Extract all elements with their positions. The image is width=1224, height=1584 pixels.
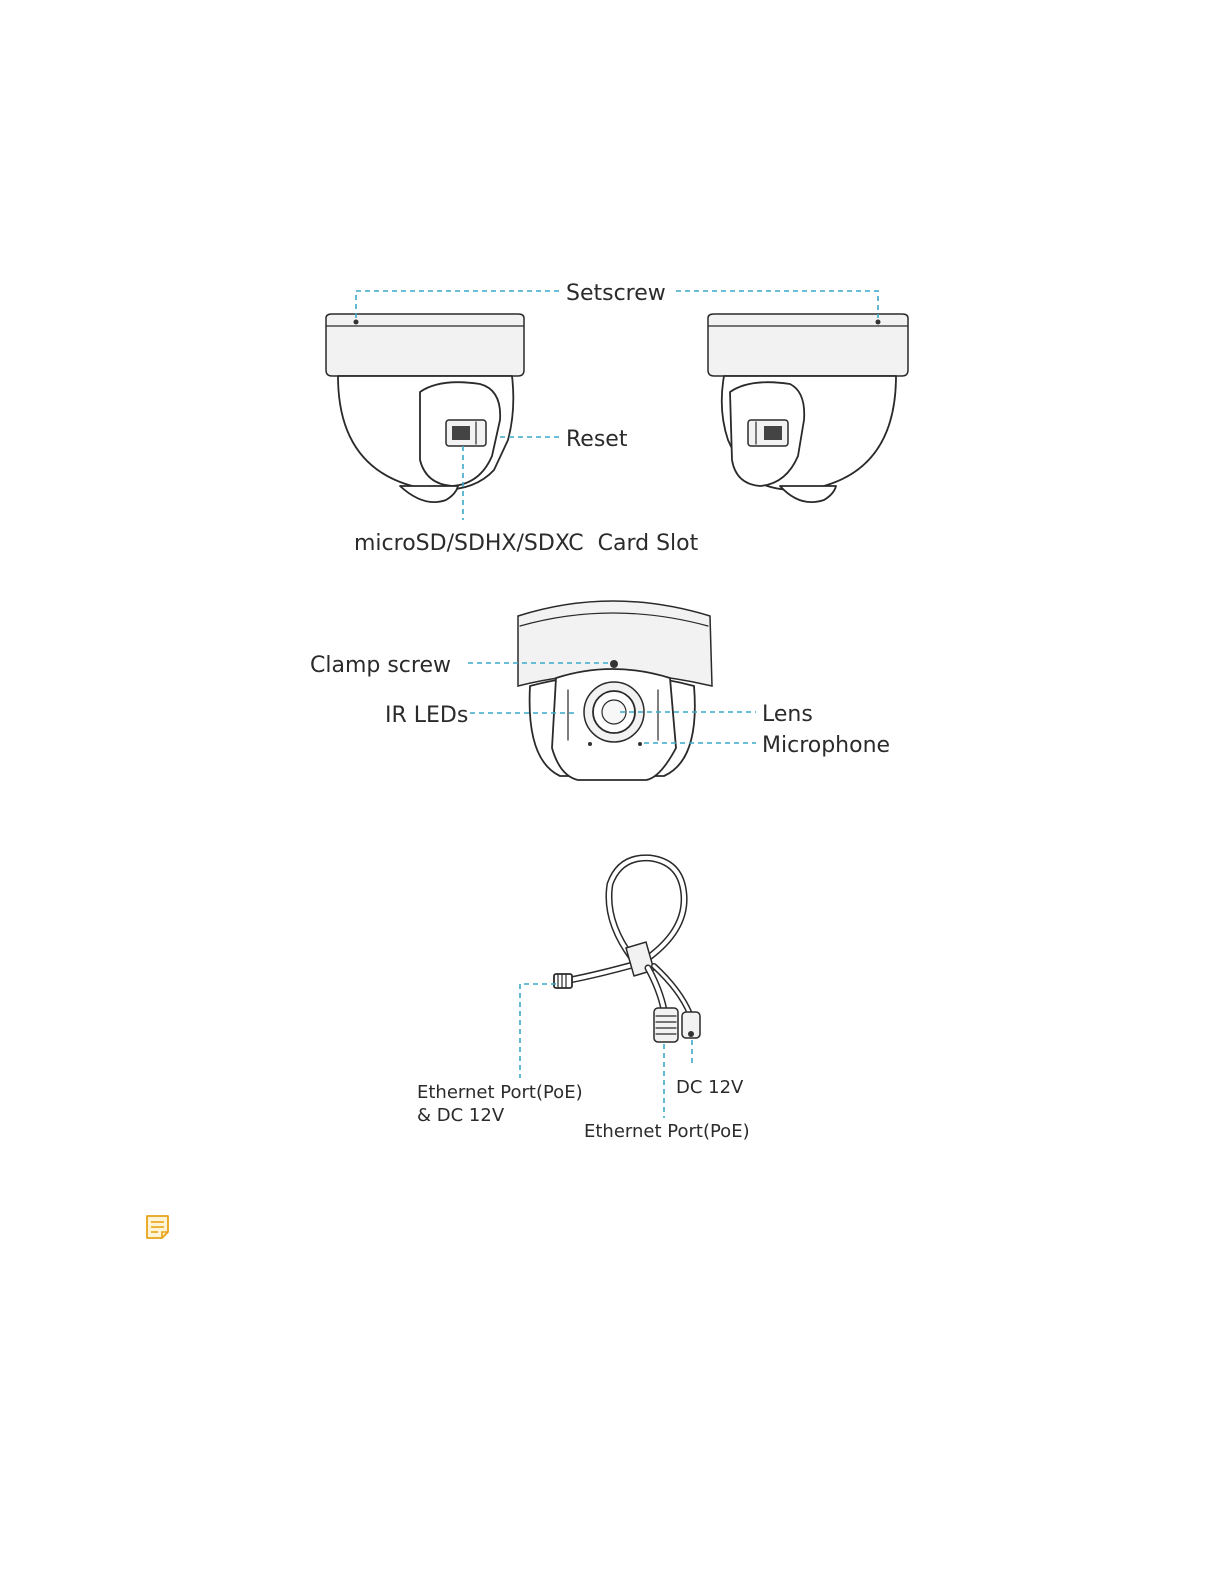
clamp-screw-label: Clamp screw (310, 653, 451, 678)
card-slot-label: microSD/SDHX/SDXC Card Slot (354, 531, 699, 556)
ethernet-dc-label-line1: Ethernet Port(PoE) (417, 1082, 583, 1103)
figure-side-views (326, 281, 908, 556)
figure-cable (417, 858, 750, 1142)
figure-front-view (310, 601, 890, 780)
cable-assembly (554, 858, 700, 1042)
microphone-label: Microphone (762, 733, 891, 758)
note-icon (147, 1216, 168, 1238)
ir-leds-label: IR LEDs (385, 703, 469, 728)
dc-label: DC 12V (676, 1077, 744, 1098)
ethernet-dc-label-line2: & DC 12V (417, 1105, 505, 1126)
camera-front-view (518, 601, 712, 780)
camera-right-side-view (708, 314, 908, 502)
lens-label: Lens (762, 702, 813, 727)
camera-left-side-view (326, 314, 524, 502)
ethernet-dc-leader (520, 984, 556, 1078)
reset-label: Reset (566, 427, 628, 452)
ethernet-label: Ethernet Port(PoE) (584, 1121, 750, 1142)
setscrew-label: Setscrew (566, 281, 666, 306)
